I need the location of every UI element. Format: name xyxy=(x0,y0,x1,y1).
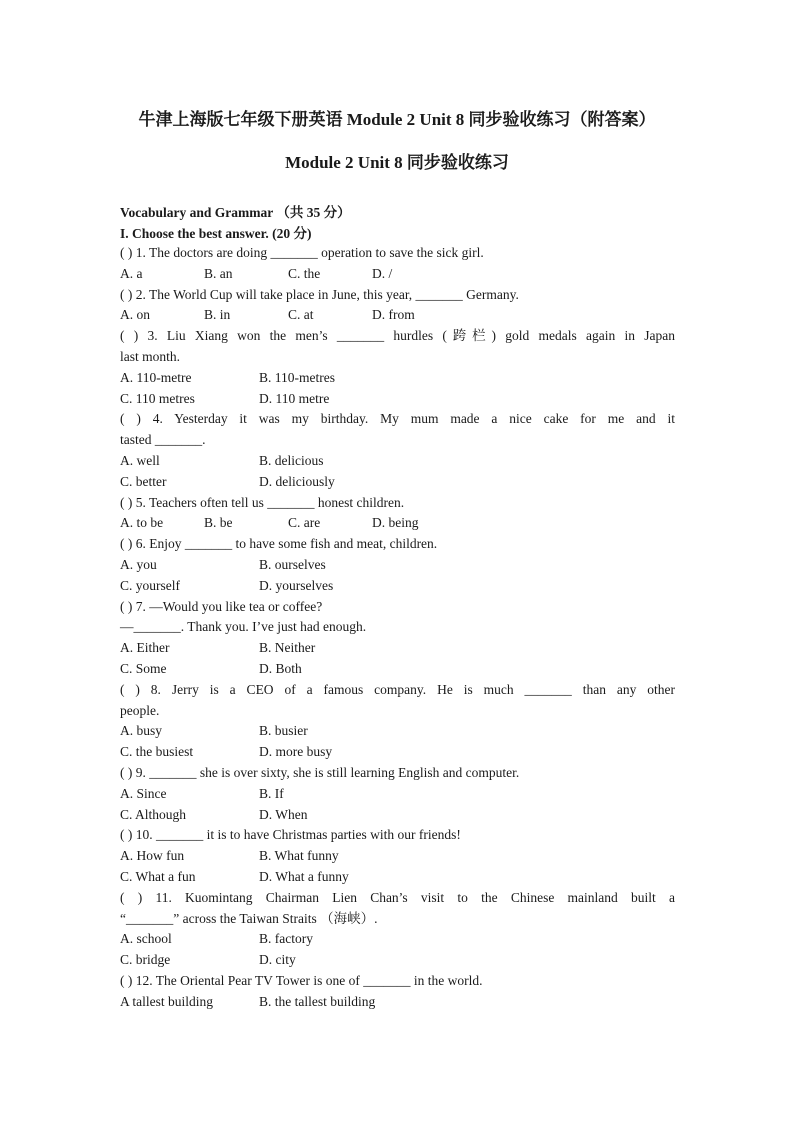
options-row xyxy=(120,721,675,742)
answer-option[interactable]: C. yourself xyxy=(120,577,180,593)
options-row xyxy=(120,389,675,410)
options-row xyxy=(120,576,675,597)
answer-option[interactable]: C. Some xyxy=(120,660,167,676)
question-stem: ( ) 2. The World Cup will take place in June, this year, _______ Germany. xyxy=(120,286,519,302)
answer-option[interactable]: D. / xyxy=(372,265,393,281)
answer-option[interactable]: D. 110 metre xyxy=(259,390,330,406)
answer-option[interactable]: C. 110 metres xyxy=(120,390,195,406)
options-row xyxy=(120,846,675,867)
answer-option[interactable]: D. When xyxy=(259,806,308,822)
options-row xyxy=(120,264,675,285)
answer-option[interactable]: D. more busy xyxy=(259,744,333,760)
answer-option[interactable]: C. bridge xyxy=(120,952,171,968)
question-stem-continuation: —_______. Thank you. I’ve just had enough. xyxy=(120,619,367,635)
answer-option[interactable]: C. What a fun xyxy=(120,868,196,884)
options-row xyxy=(120,742,675,763)
answer-option[interactable]: B. What funny xyxy=(259,848,339,864)
answer-option[interactable]: A. on xyxy=(120,307,150,323)
answer-option[interactable]: B. ourselves xyxy=(259,556,326,572)
answer-option[interactable]: B. factory xyxy=(259,931,313,947)
answer-option[interactable]: D. Both xyxy=(259,660,302,676)
answer-option[interactable]: D. deliciously xyxy=(259,473,335,489)
answer-option[interactable]: D. yourselves xyxy=(259,577,334,593)
answer-option[interactable]: A. school xyxy=(120,931,172,947)
options-row xyxy=(120,929,675,950)
answer-option[interactable]: B. If xyxy=(259,785,284,801)
question-stem-continuation: people. xyxy=(120,702,160,718)
options-row xyxy=(120,659,675,680)
answer-option[interactable]: C. the busiest xyxy=(120,744,194,760)
options-row xyxy=(120,513,675,534)
question-stem: ( ) 9. _______ she is over sixty, she is still learning English and computer. xyxy=(120,764,520,780)
section-heading: Vocabulary and Grammar （共 35 分） xyxy=(120,205,351,220)
answer-option[interactable]: D. What a funny xyxy=(259,868,349,884)
options-row xyxy=(120,555,675,576)
document-subtitle: Module 2 Unit 8 同步验收练习 xyxy=(285,153,509,172)
answer-option[interactable]: B. an xyxy=(204,265,233,281)
question-stem: ( ) 12. The Oriental Pear TV Tower is one of _______ in the world. xyxy=(120,972,483,988)
question-stem: ( ) 5. Teachers often tell us _______ honest children. xyxy=(120,494,405,510)
options-row xyxy=(120,305,675,326)
answer-option[interactable]: B. Neither xyxy=(259,640,316,656)
answer-option[interactable]: C. Although xyxy=(120,806,187,822)
answer-option[interactable]: C. the xyxy=(288,265,321,281)
options-row xyxy=(120,472,675,493)
document-title: 牛津上海版七年级下册英语 Module 2 Unit 8 同步验收练习（附答案） xyxy=(138,110,656,129)
answer-option[interactable]: A tallest building xyxy=(120,993,213,1009)
answer-option[interactable]: A. How fun xyxy=(120,848,185,864)
answer-option[interactable]: C. at xyxy=(288,307,314,323)
answer-option[interactable]: A. you xyxy=(120,556,157,572)
answer-option[interactable]: B. be xyxy=(204,515,233,531)
question-stem: ( ) 4. Yesterday it was my birthday. My mum made a nice cake for me and it xyxy=(120,411,675,427)
answer-option[interactable]: C. better xyxy=(120,473,167,489)
question-stem: ( ) 1. The doctors are doing _______ operation to save the sick girl. xyxy=(120,245,484,260)
answer-option[interactable]: A. busy xyxy=(120,723,163,739)
answer-option[interactable]: D. from xyxy=(372,307,415,323)
answer-option[interactable]: B. in xyxy=(204,307,231,323)
question-stem-continuation: tasted _______. xyxy=(120,432,206,448)
options-row xyxy=(120,784,675,805)
question-stem: ( ) 8. Jerry is a CEO of a famous company. He is much _______ than any other xyxy=(120,681,675,697)
part-heading: I. Choose the best answer. (20 分) xyxy=(120,226,312,241)
options-row xyxy=(120,451,675,472)
options-row xyxy=(120,805,675,826)
question-stem: ( ) 3. Liu Xiang won the men’s _______ hurdles (跨栏) gold medals again in Japan xyxy=(120,328,675,344)
answer-option[interactable]: A. a xyxy=(120,265,143,281)
options-row xyxy=(120,950,675,971)
answer-option[interactable]: B. 110-metres xyxy=(259,369,335,385)
question-stem: ( ) 6. Enjoy _______ to have some fish and meat, children. xyxy=(120,536,438,552)
question-stem: ( ) 11. Kuomintang Chairman Lien Chan’s visit to the Chinese mainland built a xyxy=(120,889,675,905)
options-row xyxy=(120,992,675,1013)
question-stem: ( ) 10. _______ it is to have Christmas parties with our friends! xyxy=(120,827,461,843)
options-row xyxy=(120,368,675,389)
options-row xyxy=(120,867,675,888)
answer-option[interactable]: B. busier xyxy=(259,723,308,739)
question-stem: ( ) 7. —Would you like tea or coffee? xyxy=(120,598,323,614)
answer-option[interactable]: D. being xyxy=(372,515,419,531)
answer-option[interactable]: B. the tallest building xyxy=(259,993,376,1009)
answer-option[interactable]: A. Since xyxy=(120,785,167,801)
answer-option[interactable]: A. to be xyxy=(120,515,164,531)
question-stem-continuation: last month. xyxy=(120,348,180,364)
answer-option[interactable]: A. 110-metre xyxy=(120,369,192,385)
answer-option[interactable]: A. Either xyxy=(120,640,170,656)
question-list xyxy=(120,243,675,1012)
options-row xyxy=(120,638,675,659)
answer-option[interactable]: A. well xyxy=(120,452,160,468)
question-stem-continuation: “_______” across the Taiwan Straits （海峡）. xyxy=(120,910,378,926)
answer-option[interactable]: D. city xyxy=(259,952,296,968)
answer-option[interactable]: C. are xyxy=(288,515,321,531)
answer-option[interactable]: B. delicious xyxy=(259,452,324,468)
